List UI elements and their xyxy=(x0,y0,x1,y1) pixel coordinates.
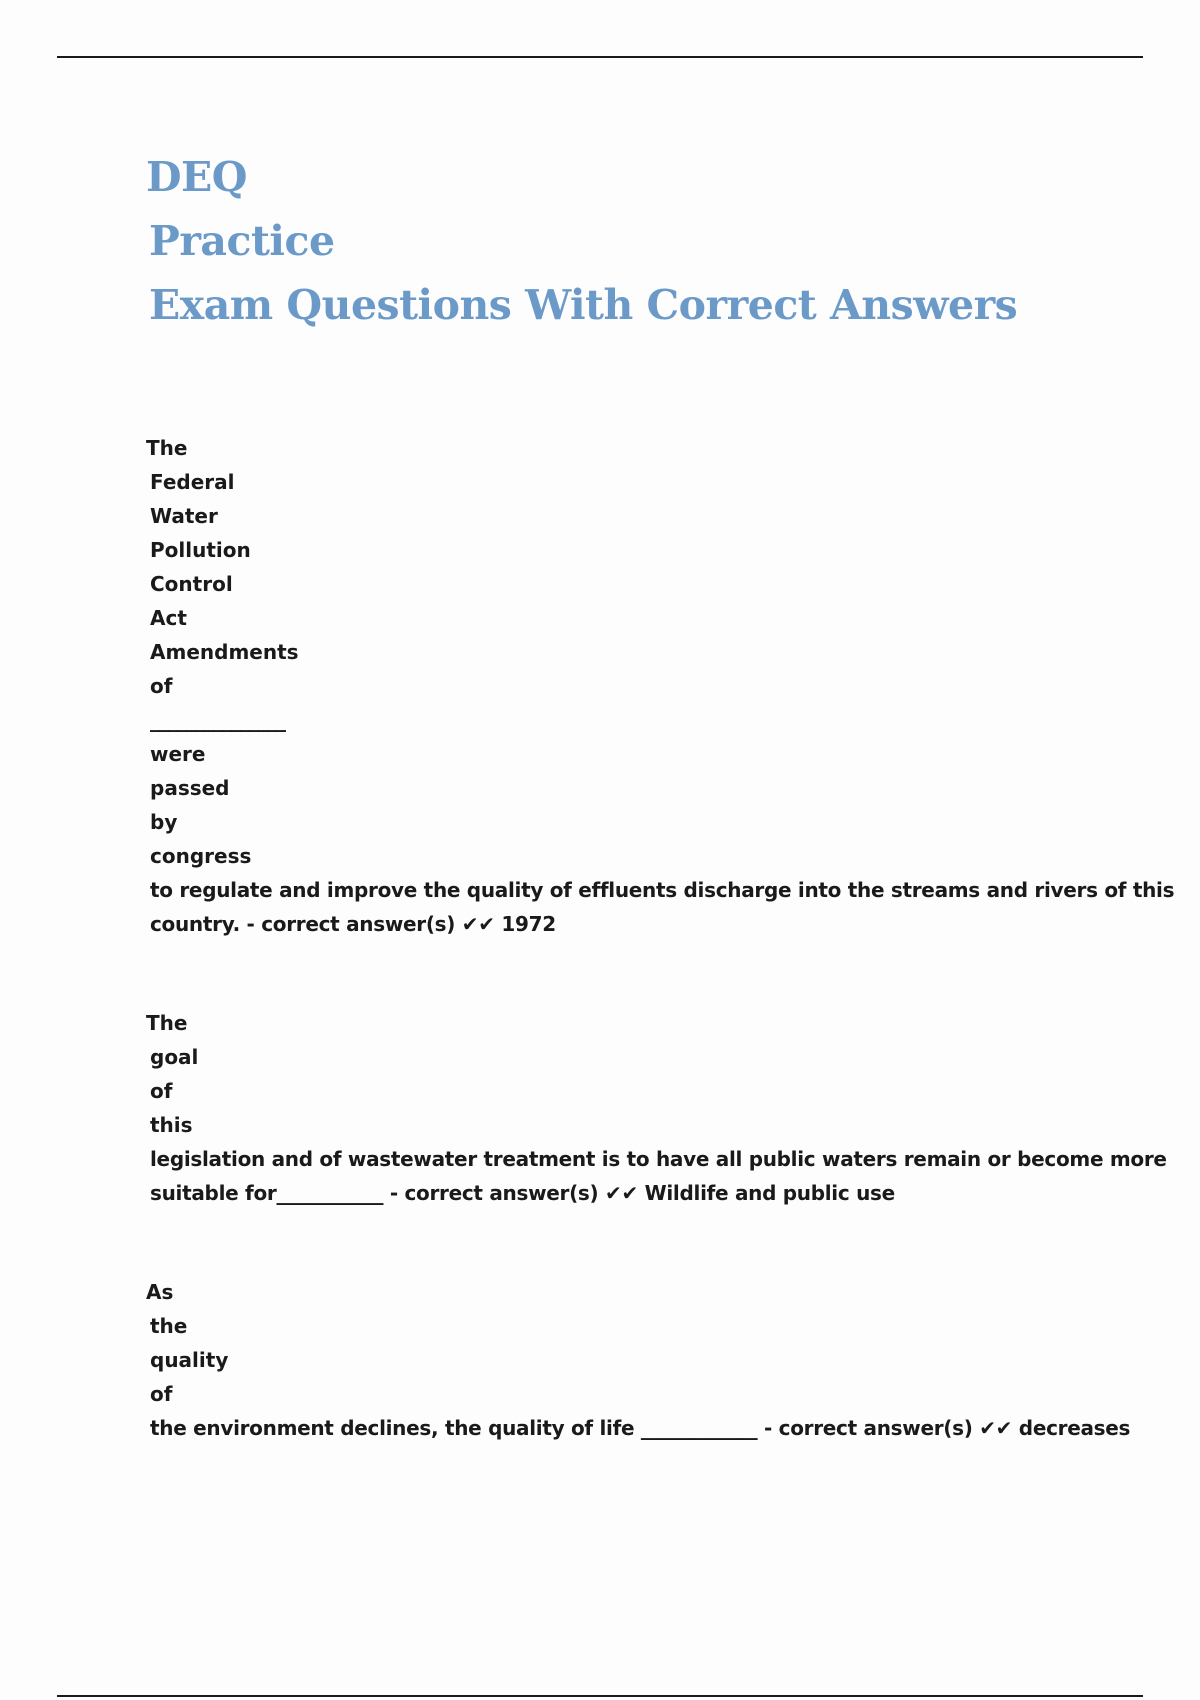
question-word: Pollution xyxy=(150,538,251,562)
question-word: As xyxy=(146,1280,174,1304)
question-1 xyxy=(146,431,1175,941)
header-rule xyxy=(57,56,1143,58)
question-line: legislation and of wastewater treatment is to have all public waters remain or become more xyxy=(150,1147,1167,1171)
answer-line: the environment declines, the quality of life ____________ - correct answer(s) ✔✔ decreases xyxy=(150,1416,1131,1440)
question-word: Act xyxy=(150,606,187,630)
title-line-2: Practice xyxy=(149,217,335,265)
document-title xyxy=(146,145,1017,337)
question-word: by xyxy=(150,810,178,834)
question-word: were xyxy=(150,742,206,766)
question-word: Water xyxy=(150,504,218,528)
question-word: passed xyxy=(150,776,230,800)
question-word: of xyxy=(150,1079,173,1103)
title-line-3: Exam Questions With Correct Answers xyxy=(149,281,1018,329)
question-line: to regulate and improve the quality of effluents discharge into the streams and rivers of this xyxy=(150,878,1175,902)
question-2 xyxy=(146,1006,1167,1210)
question-word: congress xyxy=(150,844,252,868)
question-word: the xyxy=(150,1314,188,1338)
question-word: of xyxy=(150,1382,173,1406)
question-word: quality xyxy=(150,1348,229,1372)
title-line-1: DEQ xyxy=(146,153,248,201)
question-word: Amendments xyxy=(150,640,299,664)
question-word: The xyxy=(146,436,188,460)
question-3 xyxy=(146,1275,1131,1445)
question-word: Control xyxy=(150,572,233,596)
question-word: Federal xyxy=(150,470,235,494)
question-word: this xyxy=(150,1113,193,1137)
answer-line: country. - correct answer(s) ✔✔ 1972 xyxy=(150,912,556,936)
question-word: The xyxy=(146,1011,188,1035)
answer-line: suitable for___________ - correct answer(s) ✔✔ Wildlife and public use xyxy=(150,1181,895,1205)
answer-blank: _______________ xyxy=(150,708,285,732)
footer-rule xyxy=(57,1695,1143,1697)
question-word: goal xyxy=(150,1045,199,1069)
question-word: of xyxy=(150,674,173,698)
